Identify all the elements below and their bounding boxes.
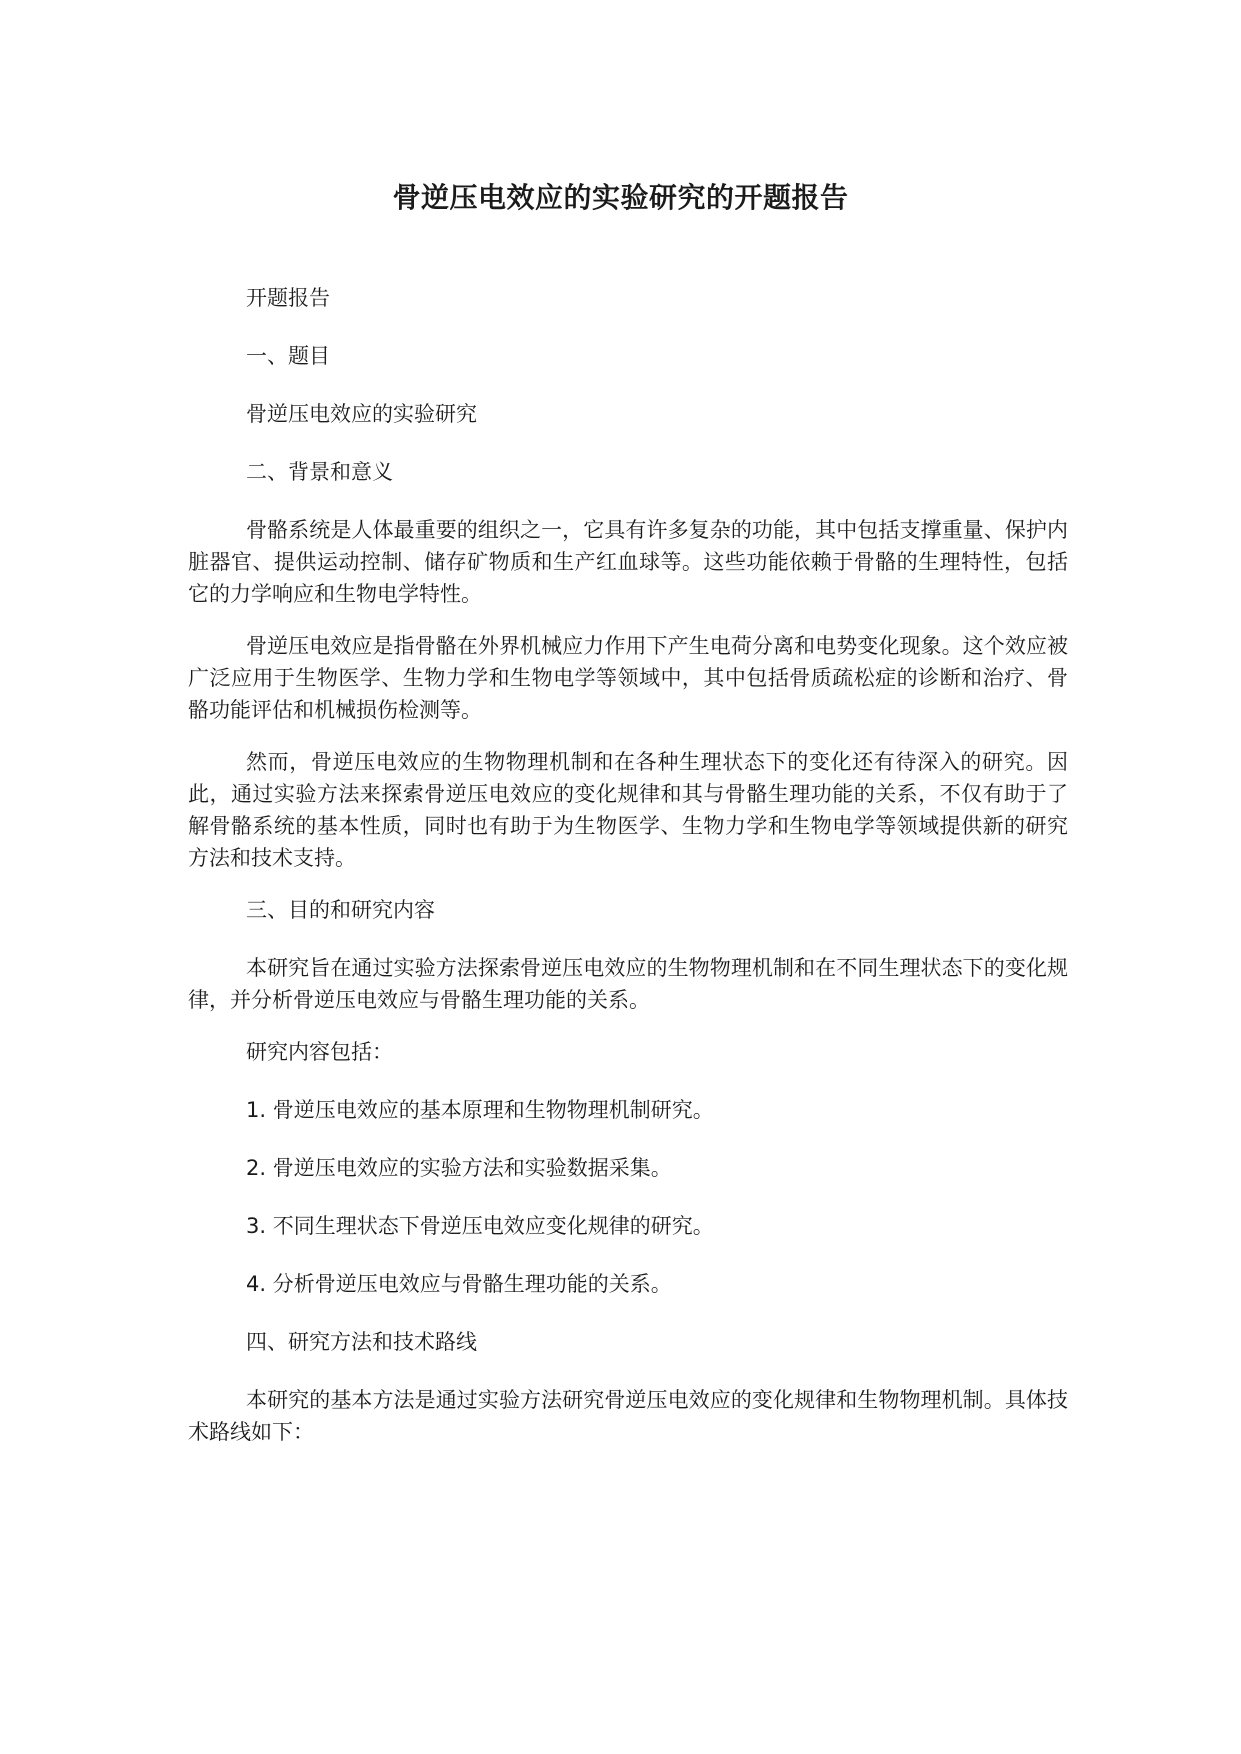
section-heading-purpose: 三、目的和研究内容 — [246, 898, 435, 922]
section-heading-methods: 四、研究方法和技术路线 — [246, 1330, 477, 1354]
document-body — [188, 282, 1068, 1468]
list-item: 1. 骨逆压电效应的基本原理和生物物理机制研究。 — [246, 1098, 714, 1122]
list-item: 3. 不同生理状态下骨逆压电效应变化规律的研究。 — [246, 1214, 714, 1238]
document-title: 骨逆压电效应的实验研究的开题报告 — [392, 181, 849, 214]
paragraph-methods: 本研究的基本方法是通过实验方法研究骨逆压电效应的变化规律和生物物理机制。具体技术路线如下： — [188, 1388, 1068, 1444]
paragraph-background-1: 骨骼系统是人体最重要的组织之一，它具有许多复杂的功能，其中包括支撑重量、保护内脏器官、提供运动控制、储存矿物质和生产红血球等。这些功能依赖于骨骼的生理特性，包括它的力学响应和生物电学特性。 — [188, 518, 1068, 606]
section-heading-topic: 一、题目 — [246, 344, 330, 368]
paragraph-purpose: 本研究旨在通过实验方法探索骨逆压电效应的生物物理机制和在不同生理状态下的变化规律，并分析骨逆压电效应与骨骼生理功能的关系。 — [188, 956, 1068, 1012]
paragraph-topic-name: 骨逆压电效应的实验研究 — [246, 402, 477, 426]
list-item: 4. 分析骨逆压电效应与骨骼生理功能的关系。 — [246, 1272, 672, 1296]
list-item: 2. 骨逆压电效应的实验方法和实验数据采集。 — [246, 1156, 672, 1180]
paragraph-background-2: 骨逆压电效应是指骨骼在外界机械应力作用下产生电荷分离和电势变化现象。这个效应被广泛应用于生物医学、生物力学和生物电学等领域中，其中包括骨质疏松症的诊断和治疗、骨骼功能评估和机械损伤检测等。 — [188, 634, 1068, 722]
section-heading-background: 二、背景和意义 — [246, 460, 393, 484]
paragraph-content-intro: 研究内容包括： — [246, 1040, 393, 1064]
paragraph-background-3: 然而，骨逆压电效应的生物物理机制和在各种生理状态下的变化还有待深入的研究。因此，通过实验方法来探索骨逆压电效应的变化规律和其与骨骼生理功能的关系，不仅有助于了解骨骼系统的基本性质，同时也有助于为生物医学、生物力学和生物电学等领域提供新的研究方法和技术支持。 — [188, 750, 1068, 870]
paragraph-report-label: 开题报告 — [246, 286, 330, 310]
